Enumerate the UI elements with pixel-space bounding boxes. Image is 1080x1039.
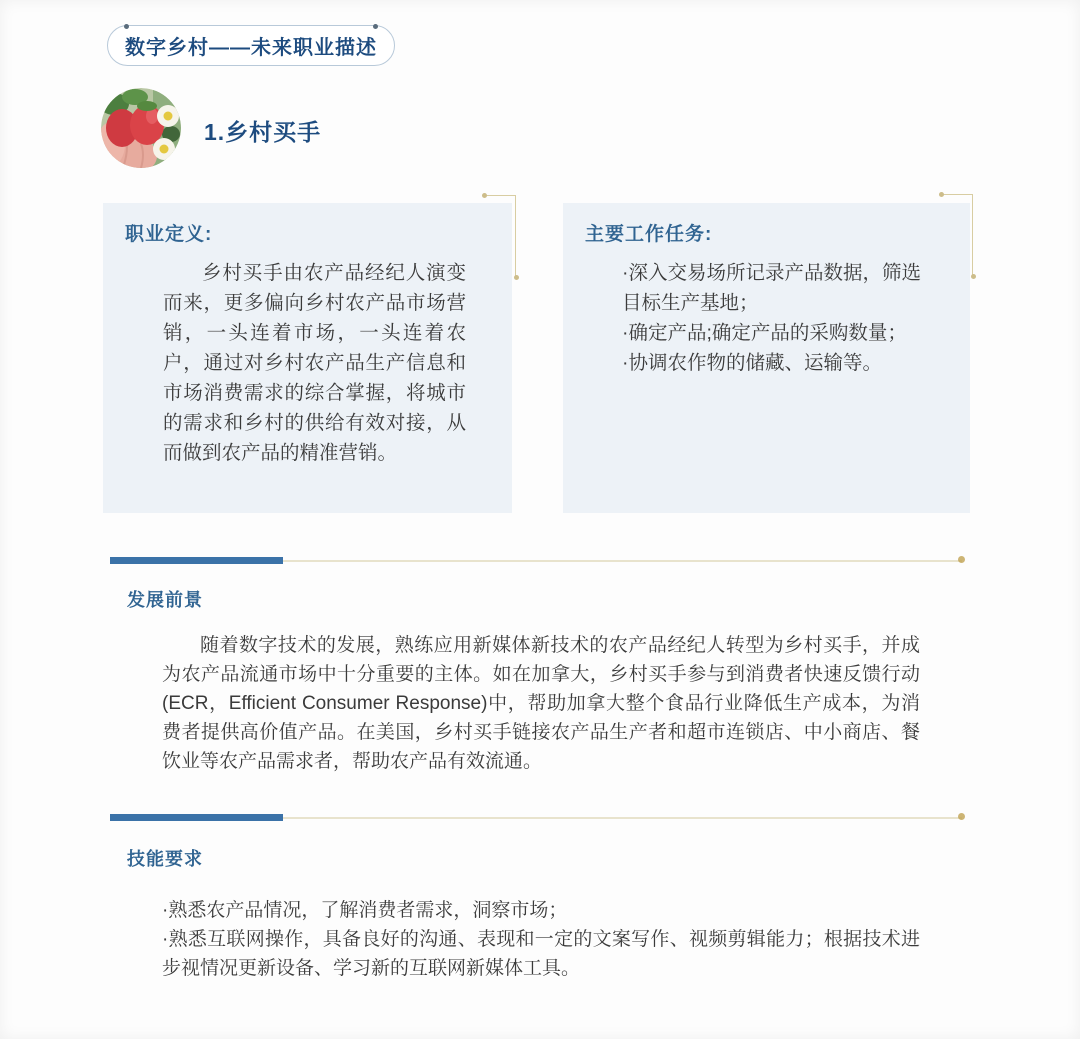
tasks-card (563, 203, 970, 513)
badge-corner-dot-right (373, 24, 378, 29)
tasks-card-bullets (622, 258, 932, 378)
task-bullet: ·协调农作物的储藏、运输等。 (622, 352, 882, 374)
section-heading-skills: 技能要求 (127, 849, 203, 869)
corner-bracket-icon (942, 194, 973, 277)
prospects-body: 随着数字技术的发展，熟练应用新媒体新技术的农产品经纪人转型为乡村买手，并成为农产品流通市场中十分重要的主体。如在加拿大，乡村买手参与到消费者快速反馈行动(ECR，Efficient Consumer Response)中，帮助加拿大整个食品行业降低生产成本，为消费者提供高价值产品。在美国，乡村买手链接农产品生产者和超市连锁店、中小商店、餐饮业等农产品需求者，帮助农产品有效流通。 (162, 635, 920, 772)
divider-gold-dot (958, 556, 965, 563)
avatar (101, 88, 181, 168)
corner-bracket-icon (485, 195, 516, 278)
page-title: 1.乡村买手 (204, 119, 322, 145)
divider-gold-dot (958, 813, 965, 820)
definition-card-header: 职业定义: (125, 224, 213, 245)
task-bullet: ·确定产品;确定产品的采购数量； (622, 322, 907, 344)
section-divider (0, 814, 1080, 824)
divider-thin-line (283, 560, 962, 562)
section-heading-prospects: 发展前景 (127, 590, 203, 610)
strawberries-image (101, 88, 181, 168)
skill-bullet: ·熟悉互联网操作，具备良好的沟通、表现和一定的文案写作、视频剪辑能力；根据技术进步视情况更新设备、学习新的互联网新媒体工具。 (162, 929, 920, 979)
task-bullet: ·深入交易场所记录产品数据，筛选目标生产基地； (622, 262, 921, 314)
definition-card (103, 203, 512, 513)
title-badge (107, 25, 395, 66)
tasks-card-header: 主要工作任务: (585, 224, 713, 245)
badge-corner-dot-left (124, 24, 129, 29)
divider-thin-line (283, 817, 962, 819)
skills-body (162, 896, 920, 983)
divider-blue-bar (110, 814, 283, 821)
skill-bullet: ·熟悉农产品情况，了解消费者需求，洞察市场； (162, 900, 568, 921)
definition-card-body: 乡村买手由农产品经纪人演变而来，更多偏向乡村农产品市场营销，一头连着市场，一头连着农户，通过对乡村农产品生产信息和市场消费需求的综合掌握，将城市的需求和乡村的供给有效对接，从而做到农产品的精准营销。 (163, 262, 466, 464)
divider-blue-bar (110, 557, 283, 564)
section-divider (0, 557, 1080, 567)
badge-title: 数字乡村——未来职业描述 (125, 37, 377, 59)
